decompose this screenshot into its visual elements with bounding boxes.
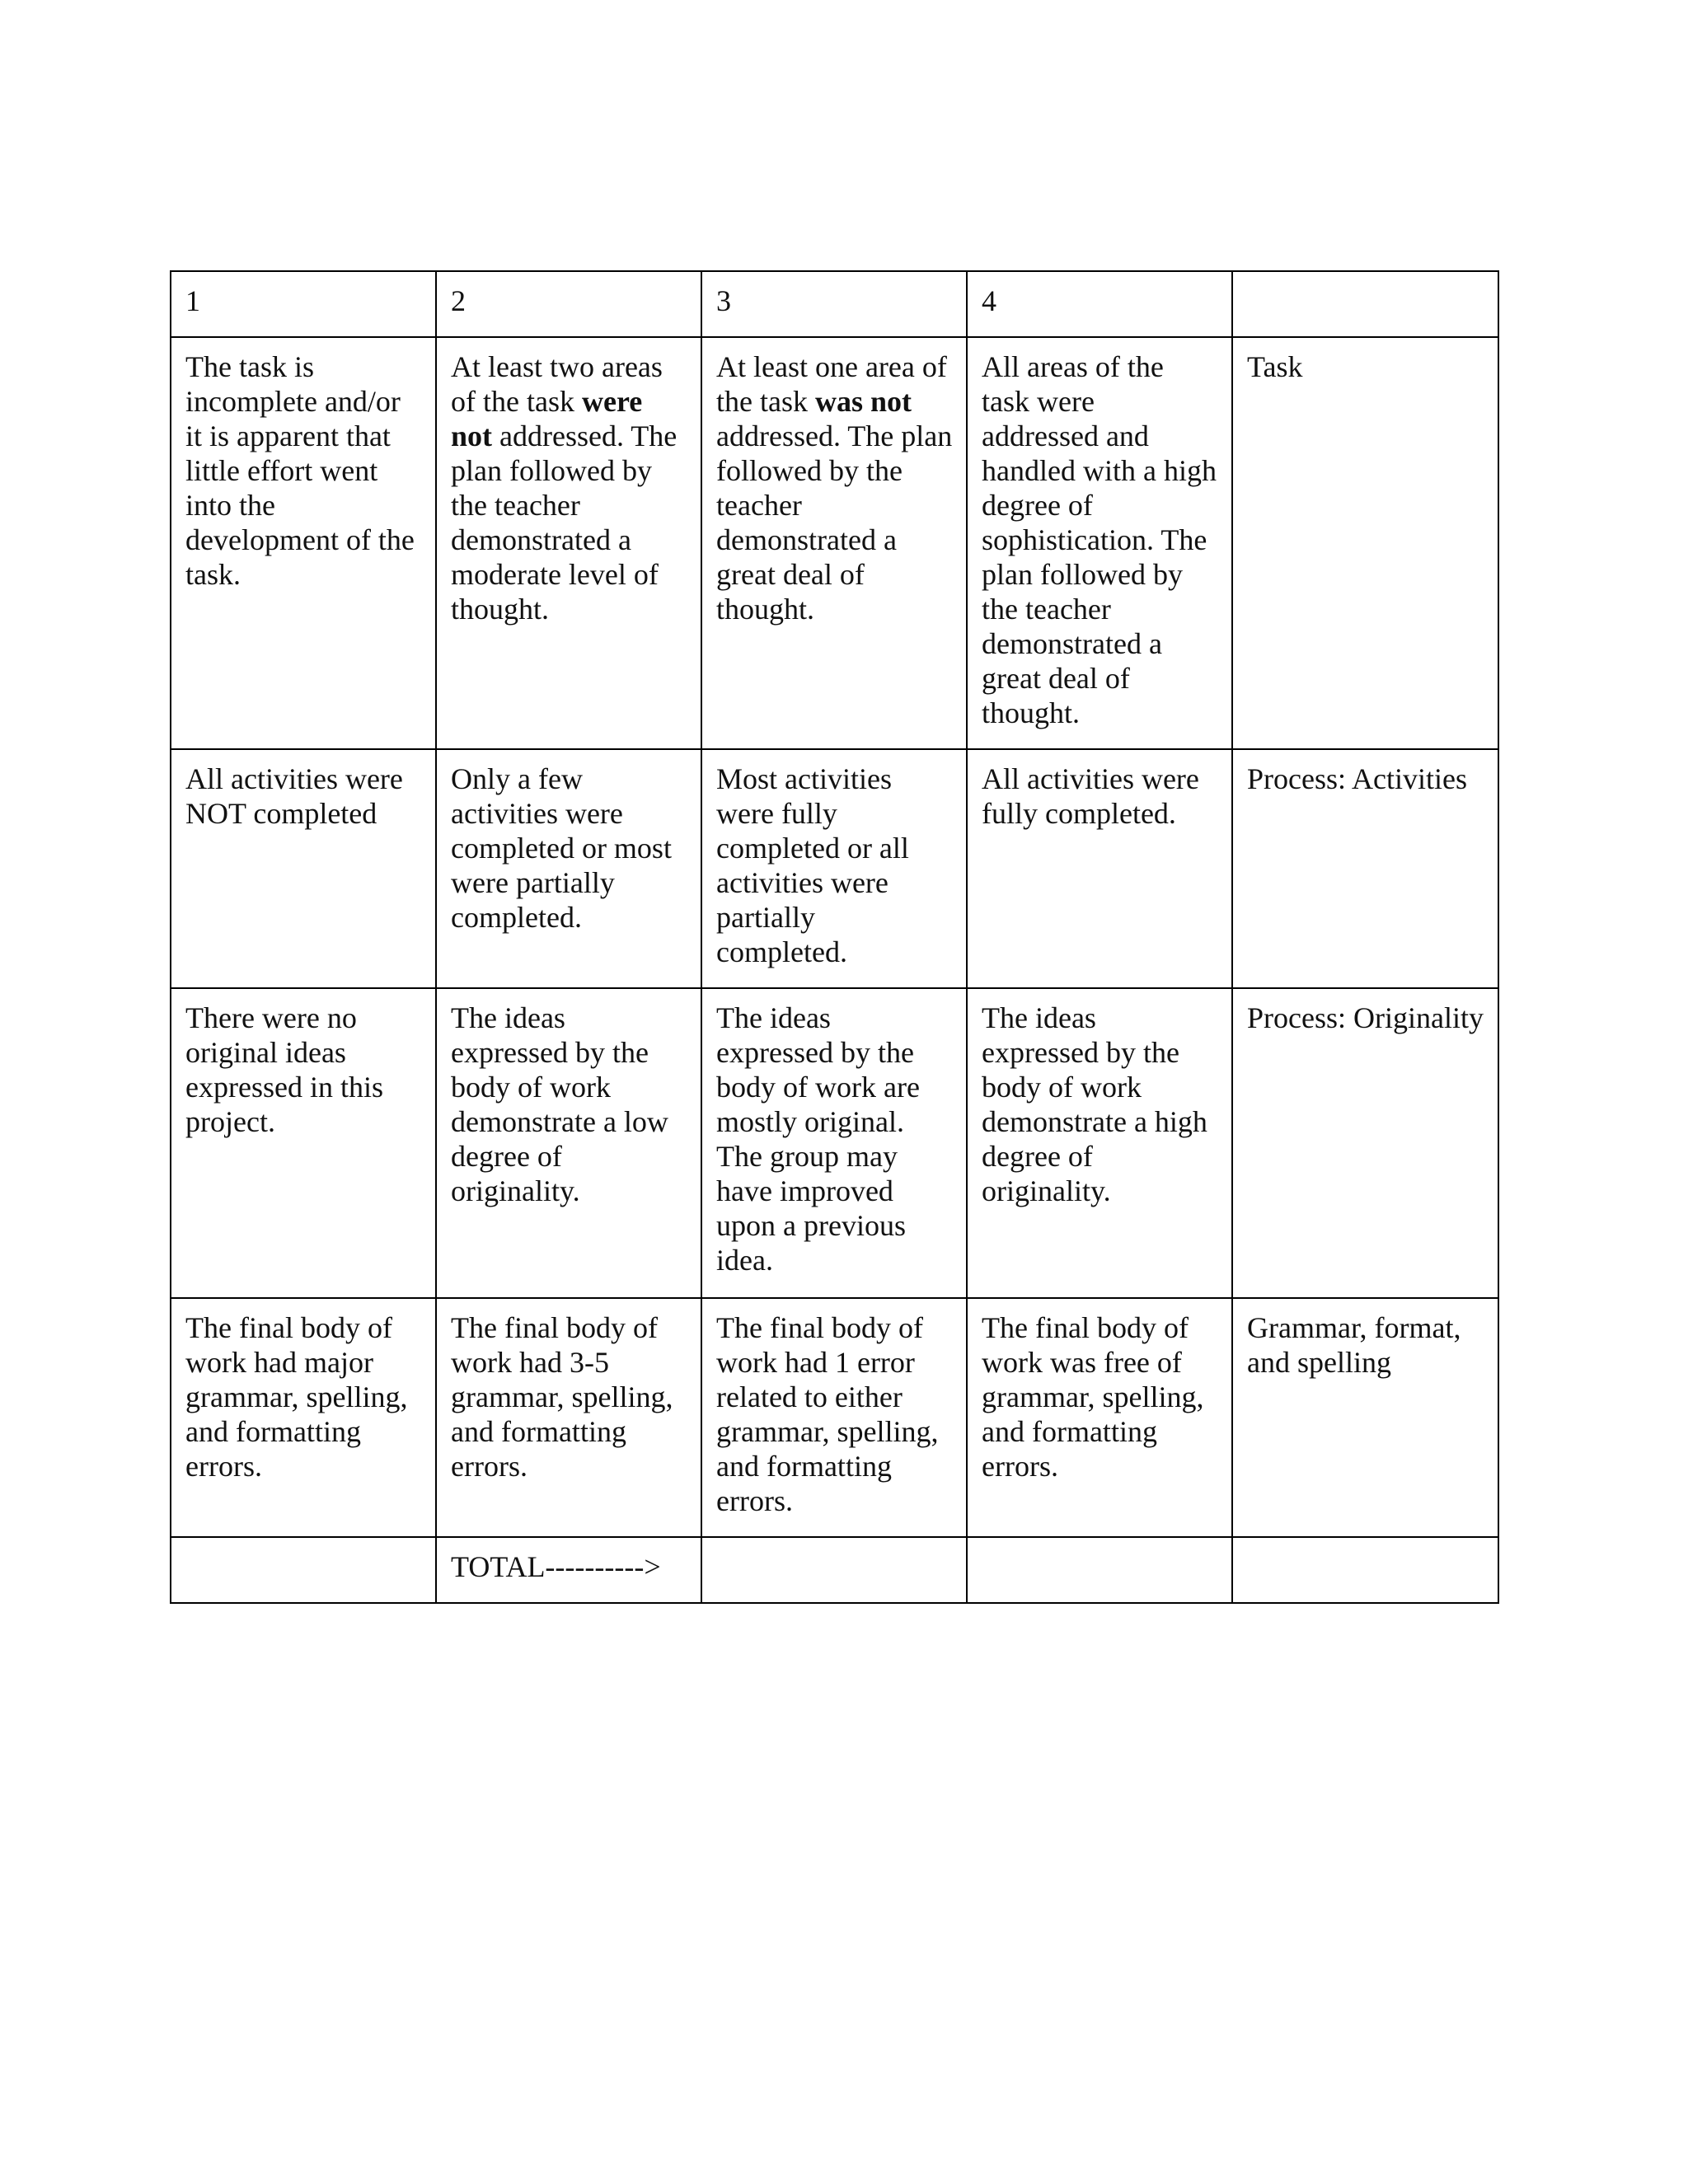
task-score-4: All areas of the task were addressed and handled with a high degree of sophistication. The plan followed by the teacher demonstrated a great deal of thought. [967, 337, 1232, 749]
grammar-criterion: Grammar, format, and spelling [1232, 1298, 1498, 1537]
total-score-cell-5 [1232, 1537, 1498, 1603]
header-score-1: 1 [171, 271, 436, 337]
total-score-cell-4 [967, 1537, 1232, 1603]
task-score-2-pre: At least two areas of the task [451, 350, 663, 418]
rubric-table [170, 270, 1499, 1604]
task-score-3-pre: At least one area of the task [716, 350, 947, 418]
originality-score-1: There were no original ideas expressed in this project. [171, 988, 436, 1298]
activities-score-2: Only a few activities were completed or most were partially completed. [436, 749, 701, 988]
total-empty-cell-1 [171, 1537, 436, 1603]
header-criterion [1232, 271, 1498, 337]
grammar-score-4: The final body of work was free of grammar, spelling, and formatting errors. [967, 1298, 1232, 1537]
originality-score-3: The ideas expressed by the body of work are mostly original. The group may have improved upon a previous idea. [701, 988, 967, 1298]
row-task [171, 337, 1498, 749]
total-score-cell-3 [701, 1537, 967, 1603]
activities-score-3: Most activities were fully completed or all activities were partially completed. [701, 749, 967, 988]
row-grammar [171, 1298, 1498, 1537]
activities-score-1: All activities were NOT completed [171, 749, 436, 988]
originality-criterion: Process: Originality [1232, 988, 1498, 1298]
grammar-score-3: The final body of work had 1 error related to either grammar, spelling, and formatting errors. [701, 1298, 967, 1537]
activities-criterion: Process: Activities [1232, 749, 1498, 988]
row-originality [171, 988, 1498, 1298]
header-score-2: 2 [436, 271, 701, 337]
activities-score-4: All activities were fully completed. [967, 749, 1232, 988]
task-score-3 [701, 337, 967, 749]
total-label: TOTAL----------> [436, 1537, 701, 1603]
grammar-score-1: The final body of work had major grammar, spelling, and formatting errors. [171, 1298, 436, 1537]
task-score-1: The task is incomplete and/or it is apparent that little effort went into the development of the task. [171, 337, 436, 749]
row-activities [171, 749, 1498, 988]
task-score-3-bold: was not [814, 385, 912, 418]
originality-score-4: The ideas expressed by the body of work demonstrate a high degree of originality. [967, 988, 1232, 1298]
header-score-3: 3 [701, 271, 967, 337]
task-score-2-bold: were not [451, 385, 643, 452]
task-score-2 [436, 337, 701, 749]
header-row [171, 271, 1498, 337]
header-score-4: 4 [967, 271, 1232, 337]
task-criterion: Task [1232, 337, 1498, 749]
grammar-score-2: The final body of work had 3-5 grammar, spelling, and formatting errors. [436, 1298, 701, 1537]
originality-score-2: The ideas expressed by the body of work demonstrate a low degree of originality. [436, 988, 701, 1298]
total-row [171, 1537, 1498, 1603]
task-score-2-post: addressed. The plan followed by the teacher demonstrated a moderate level of thought. [451, 419, 678, 626]
task-score-3-post: addressed. The plan followed by the teacher demonstrated a great deal of thought. [716, 419, 953, 626]
